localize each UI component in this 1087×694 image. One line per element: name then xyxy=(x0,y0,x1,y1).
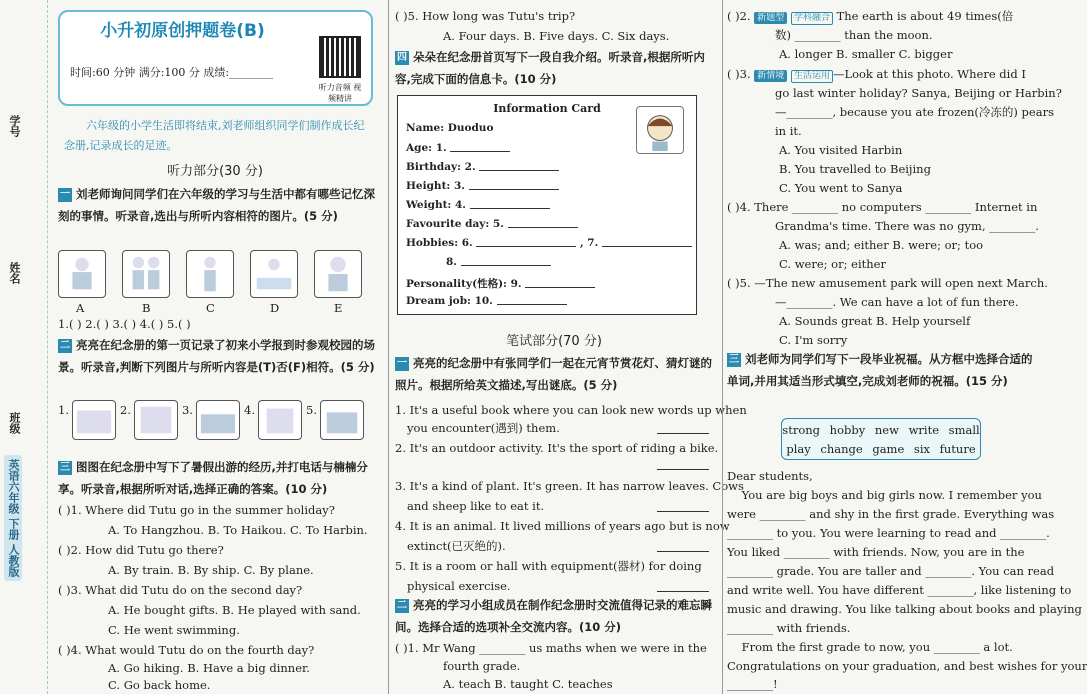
mc-question-3[interactable]: ( )3. 新情境 生活运用 —Look at this photo. Where did I xyxy=(727,67,1026,81)
picture-b xyxy=(122,250,170,298)
letter-line-9[interactable]: ________ with friends. xyxy=(727,621,851,635)
mc-question-5-option-c: C. I'm sorry xyxy=(779,333,848,347)
card-row-personality[interactable]: Personality(性格): 9. xyxy=(406,276,595,291)
riddle-1-cont: you encounter(遇到) them. xyxy=(407,421,560,435)
riddle-5: 5. It is a room or hall with equipment(器材) for doing xyxy=(395,559,702,573)
question-3-options: A. He bought gifts. B. He played with sand. xyxy=(108,603,361,617)
listening-section-4: 四 朵朵在纪念册首页写下一段自我介绍。听录音,根据所听内容,完成下面的信息卡。(10 分) xyxy=(395,50,705,86)
card-title: Information Card xyxy=(493,102,601,115)
question-3[interactable]: ( )3. What did Tutu do on the second day? xyxy=(58,583,303,597)
letter-line-6[interactable]: ________ grade. You are taller and ________. You can read xyxy=(727,564,1055,578)
listening-title: 听力部分(30 分) xyxy=(167,164,263,179)
letter-line-8: music and drawing. You like talking about books and playing xyxy=(727,602,1082,616)
letter-line-5[interactable]: You liked ________ with friends. Now, you are in the xyxy=(727,545,1025,559)
header-box xyxy=(58,10,373,106)
riddle-3-answer[interactable] xyxy=(657,502,709,512)
riddle-1-answer[interactable] xyxy=(657,424,709,434)
letter-line-2: You are big boys and big girls now. I remember you xyxy=(727,488,1042,502)
tf-num-4: 4. xyxy=(244,403,255,417)
picture-letter-c: C xyxy=(206,301,215,315)
mc-question-3-option-b: B. You travelled to Beijing xyxy=(779,162,931,176)
question-4-options: A. Go hiking. B. Have a big dinner. xyxy=(108,661,310,675)
answer-row-1[interactable]: 1.( ) 2.( ) 3.( ) 4.( ) 5.( ) xyxy=(58,317,191,331)
mc-question-5-cont: —________. We can have a lot of fun there. xyxy=(775,295,1019,309)
riddle-2-answer[interactable] xyxy=(657,460,709,470)
tf-num-5: 5. xyxy=(306,403,317,417)
letter-line-1: Dear students, xyxy=(727,469,813,483)
picture-letter-e: E xyxy=(334,301,343,315)
riddle-1: 1. It's a useful book where you can look new words up when xyxy=(395,403,747,417)
tf-num-3: 3. xyxy=(182,403,193,417)
letter-line-3[interactable]: were ________ and shy in the first grade. Everything was xyxy=(727,507,1055,521)
card-row-hobbies[interactable]: Hobbies: 6. , 7. xyxy=(406,237,692,249)
new-type-tag: 新题型 xyxy=(754,12,787,24)
column-middle xyxy=(388,0,747,694)
card-row-height[interactable]: Height: 3. xyxy=(406,180,559,192)
mc-question-4-cont: Grandma's time. There was no gym, ________. xyxy=(775,219,1039,233)
exam-meta: 时间:60 分钟 满分:100 分 成绩:________ xyxy=(70,66,274,79)
question-5[interactable]: ( )5. How long was Tutu's trip? xyxy=(395,9,576,23)
new-context-tag: 新情境 xyxy=(754,70,787,82)
question-4-option-c: C. Go back home. xyxy=(108,678,211,692)
exam-title: 小升初原创押题卷(B) xyxy=(100,21,265,41)
student-number-label: 学号 xyxy=(8,115,21,137)
mc-question-4-option-c: C. were; or; either xyxy=(779,257,886,271)
question-3-option-c: C. He went swimming. xyxy=(108,623,240,637)
tf-picture-5 xyxy=(320,400,364,440)
picture-c xyxy=(186,250,234,298)
writing-section-3: 三 刘老师为同学们写下一段毕业祝福。从方框中选择合适的单词,并用其适当形式填空,完成刘老师的祝福。(15 分) xyxy=(727,352,1033,388)
name-label: 姓名 xyxy=(8,262,21,284)
intro-text: 六年级的小学生活即将结束,刘老师组织同学们制作成长纪念册,记录成长的足迹。 xyxy=(64,119,365,152)
mc-question-2-options: A. longer B. smaller C. bigger xyxy=(779,47,953,61)
picture-letter-b: B xyxy=(142,301,151,315)
subject-tag: 学科融合 xyxy=(791,12,833,25)
picture-a xyxy=(58,250,106,298)
card-row-age[interactable]: Age: 1. xyxy=(406,142,510,154)
writing-title: 笔试部分(70 分) xyxy=(506,334,602,349)
life-use-tag: 生活运用 xyxy=(791,70,833,83)
question-1[interactable]: ( )1. Where did Tutu go in the summer holiday? xyxy=(58,503,335,517)
mc-question-3-option-a: A. You visited Harbin xyxy=(779,143,903,157)
riddle-5-answer[interactable] xyxy=(657,582,709,592)
mc-question-3-line-2: go last winter holiday? Sanya, Beijing or Harbin? xyxy=(775,86,1062,100)
spine-label: 英语六年级 下册 人教版 xyxy=(4,455,22,581)
question-4[interactable]: ( )4. What would Tutu do on the fourth day? xyxy=(58,643,315,657)
riddle-4-answer[interactable] xyxy=(657,542,709,552)
mc-question-1[interactable]: ( )1. Mr Wang ________ us maths when we were in the xyxy=(395,641,707,655)
listening-section-2: 二 亮亮在纪念册的第一页记录了初来小学报到时参观校园的场景。听录音,判断下列图片与所听内容是(T)否(F)相符。(5 分) xyxy=(58,338,375,374)
question-5-options: A. Four days. B. Five days. C. Six days. xyxy=(443,29,670,43)
riddle-2: 2. It's an outdoor activity. It's the sport of riding a bike. xyxy=(395,441,719,455)
picture-letter-a: A xyxy=(76,301,85,315)
riddle-4: 4. It is an animal. It lived millions of years ago but is now xyxy=(395,519,730,533)
riddle-4-cont: extinct(已灭绝的). xyxy=(407,539,506,553)
question-2-options: A. By train. B. By ship. C. By plane. xyxy=(108,563,314,577)
letter-line-4[interactable]: ________ to you. You were learning to read and ________. xyxy=(727,526,1050,540)
listening-section-3: 三 图图在纪念册中写下了暑假出游的经历,并打电话与楠楠分享。听录音,根据所听对话,选择正确的答案。(10 分) xyxy=(58,460,368,496)
card-row-favourite-day[interactable]: Favourite day: 5. xyxy=(406,218,578,230)
binding-margin xyxy=(0,0,48,694)
picture-letter-d: D xyxy=(270,301,280,315)
mc-question-3-line-4: in it. xyxy=(775,124,802,138)
girl-portrait-icon xyxy=(636,106,684,154)
information-card xyxy=(397,95,697,315)
tf-picture-1 xyxy=(72,400,116,440)
tf-picture-3 xyxy=(196,400,240,440)
mc-question-5-options: A. Sounds great B. Help yourself xyxy=(779,314,971,328)
mc-question-4-options: A. was; and; either B. were; or; too xyxy=(779,238,984,252)
mc-question-3-option-c: C. You went to Sanya xyxy=(779,181,903,195)
mc-question-1-cont: fourth grade. xyxy=(443,659,521,673)
mc-question-4[interactable]: ( )4. There ________ no computers ________ Internet in xyxy=(727,200,1038,214)
tf-num-2: 2. xyxy=(120,403,131,417)
class-label: 班级 xyxy=(8,412,21,434)
letter-line-7[interactable]: and write well. You have different ________, like listening to xyxy=(727,583,1072,597)
qr-code-icon[interactable] xyxy=(319,36,361,78)
riddle-3-cont: and sheep like to eat it. xyxy=(407,499,545,513)
riddle-3: 3. It's a kind of plant. It's green. It has narrow leaves. Cows xyxy=(395,479,744,493)
column-left xyxy=(50,0,380,694)
question-1-options: A. To Hangzhou. B. To Haikou. C. To Harbin. xyxy=(108,523,368,537)
question-2[interactable]: ( )2. How did Tutu go there? xyxy=(58,543,224,557)
column-right xyxy=(722,0,1087,694)
tf-num-1: 1. xyxy=(58,403,69,417)
tf-picture-2 xyxy=(134,400,178,440)
card-row-dream-job[interactable]: Dream job: 10. xyxy=(406,295,567,307)
listening-section-1: 一 刘老师询问同学们在六年级的学习与生活中都有哪些记忆深刻的事情。听录音,选出与所听内容相符的图片。(5 分) xyxy=(58,187,375,223)
letter-line-11: Congratulations on your graduation, and best wishes for your xyxy=(727,659,1087,673)
tf-picture-4 xyxy=(258,400,302,440)
mc-question-1-options: A. teach B. taught C. teaches xyxy=(443,677,613,691)
picture-d xyxy=(250,250,298,298)
word-bank: strong hobby new write small play change game six future xyxy=(781,418,981,460)
mc-question-3-line-3: —________, because you ate frozen(冷冻的) pears xyxy=(775,105,1054,119)
card-row-birthday[interactable]: Birthday: 2. xyxy=(406,161,559,173)
riddle-5-cont: physical exercise. xyxy=(407,579,511,593)
mc-question-2[interactable]: ( )2. 新题型 学科融合 The earth is about 49 times(倍 xyxy=(727,9,1014,23)
picture-e xyxy=(314,250,362,298)
letter-line-12[interactable]: ________! xyxy=(727,677,778,691)
qr-caption: 听力音频 视频精讲 xyxy=(318,83,362,103)
mc-question-5[interactable]: ( )5. —The new amusement park will open next March. xyxy=(727,276,1048,290)
card-row-hobby-8[interactable]: 8. xyxy=(446,256,551,268)
mc-question-2-cont: 数) ________ than the moon. xyxy=(775,28,933,42)
card-row-weight[interactable]: Weight: 4. xyxy=(406,199,550,211)
writing-section-1: 一 亮亮的纪念册中有张同学们一起在元宵节赏花灯、猜灯谜的照片。根据所给英文描述,写出谜底。(5 分) xyxy=(395,356,712,392)
letter-line-10[interactable]: From the first grade to now, you ________ a lot. xyxy=(727,640,1013,654)
card-row-name: Name: Duoduo xyxy=(406,122,494,134)
writing-section-2: 二 亮亮的学习小组成员在制作纪念册时交流值得记录的难忘瞬间。选择合适的选项补全交流内容。(10 分) xyxy=(395,598,712,634)
